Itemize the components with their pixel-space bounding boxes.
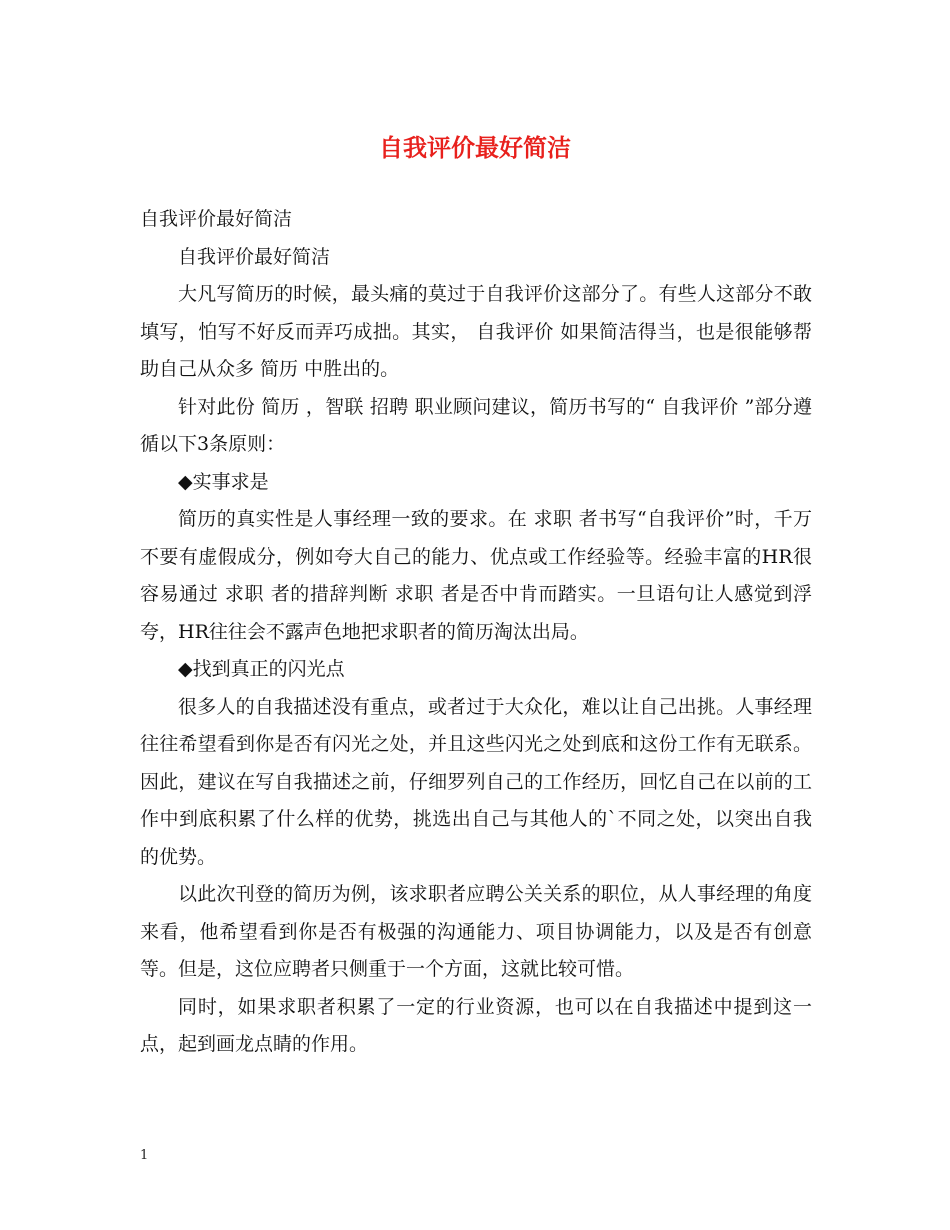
page-number: 1 xyxy=(140,1148,149,1163)
paragraph-principles: 针对此份 简历 ，智联 招聘 职业顾问建议，简历书写的“ 自我评价 ”部分遵循以下3条原则： xyxy=(140,395,812,455)
document-body xyxy=(140,201,812,1064)
paragraph-heading: 自我评价最好简洁 xyxy=(140,208,293,230)
document-title: 自我评价最好简洁 xyxy=(379,133,571,162)
section-heading-truthful: ◆实事求是 xyxy=(178,470,269,493)
paragraph-highlights: 很多人的自我描述没有重点，或者过于大众化，难以让自己出挑。人事经理往往希望看到你是否有闪光之处，并且这些闪光之处到底和这份工作有无联系。因此，建议在写自我描述之前，仔细罗列自己的工作经历，回忆自己在以前的工作中到底积累了什么样的优势，挑选出自己与其他人的`不同之处，以突出自我的优势。 xyxy=(140,695,812,868)
section-heading-highlights: ◆找到真正的闪光点 xyxy=(178,658,345,680)
paragraph-resources: 同时，如果求职者积累了一定的行业资源，也可以在自我描述中提到这一点，起到画龙点睛的作用。 xyxy=(140,995,812,1055)
paragraph-truthful: 简历的真实性是人事经理一致的要求。在 求职 者书写“自我评价”时，千万不要有虚假成分，例如夸大自己的能力、优点或工作经验等。经验丰富的HR很容易通过 求职 者的措辞判断 求职 者是否中肯而踏实。一旦语句让人感觉到浮夸，HR往往会不露声色地把求职者的简历淘汰出局。 xyxy=(140,508,812,643)
paragraph-intro: 大凡写简历的时候，最头痛的莫过于自我评价这部分了。有些人这部分不敢填写，怕写不好反而弄巧成拙。其实， 自我评价 如果简洁得当，也是很能够帮助自己从众多 简历 中胜出的。 xyxy=(140,283,812,380)
paragraph-example: 以此次刊登的简历为例，该求职者应聘公关关系的职位，从人事经理的角度来看，他希望看到你是否有极强的沟通能力、项目协调能力，以及是否有创意等。但是，这位应聘者只侧重于一个方面，这就比较可惜。 xyxy=(140,883,812,980)
paragraph-subheading: 自我评价最好简洁 xyxy=(178,245,331,268)
